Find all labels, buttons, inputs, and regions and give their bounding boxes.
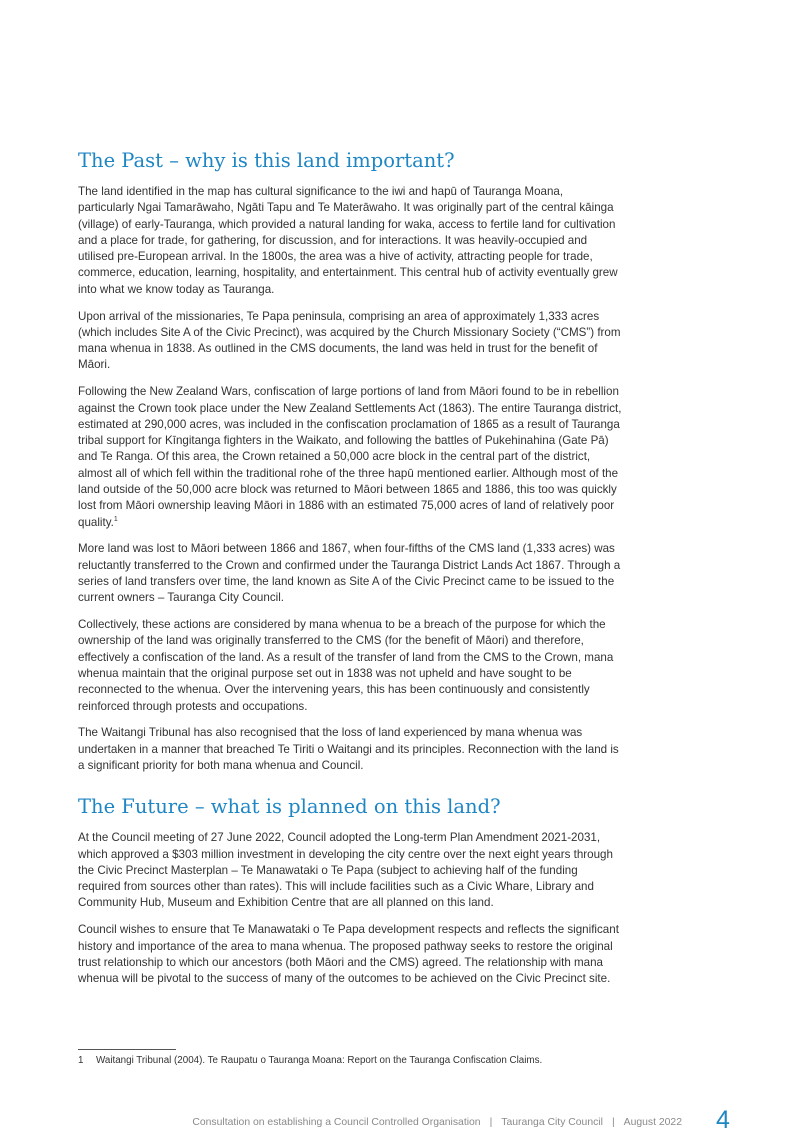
page-footer [192,1116,682,1130]
paragraph: More land was lost to Māori between 1866 and 1867, when four-fifths of the CMS land (1,333 acres) was reluctantly transferred to the Crown and confirmed under the Tauranga District Lands Act 1867. Through a series of land transfers over time, the land known as Site A of the Civic Precinct came to be issued to the current owners – Tauranga City Council. [78,542,621,605]
footnote-number: 1 [78,1055,84,1066]
footer-document-title: Consultation on establishing a Council Controlled Organisation [192,1117,481,1128]
paragraph: The land identified in the map has cultural significance to the iwi and hapū of Tauranga Moana, particularly Ngai Tamarāwaho, Ngāti Tapu and Te Materāwaho. It was originally part of the central kāinga (village) of early-Tauranga, which provided a natural landing for waka, access to fertile land for cultivation and a place for trade, for gathering, for discussion, and for interactions. It was heavily-occupied and utilised pre-European arrival. In the 1800s, the area was a hive of activity, attracting people for trade, commerce, education, learning, hospitality, and entertainment. This central hub of activity eventually grew into what we know today as Tauranga. [78,185,618,296]
footnote-divider [78,1049,176,1050]
paragraph: The Waitangi Tribunal has also recognised that the loss of land experienced by mana whenua was undertaken in a manner that breached Te Tiriti o Waitangi and its principles. Reconnection with the land is a significant priority for both mana whenua and Council. [78,726,619,772]
footer-organisation: Tauranga City Council [501,1117,603,1128]
footnote-text: Waitangi Tribunal (2004). Te Raupatu o Tauranga Moana: Report on the Tauranga Confiscation Claims. [96,1055,543,1066]
paragraph-text: Following the New Zealand Wars, confiscation of large portions of land from Māori found to be in rebellion against the Crown took place under the New Zealand Settlements Act (1863). The entire Tauranga district, estimated at 290,000 acres, was included in the confiscation proclamation of 1865 as a result of Tauranga tribal support for Kīngitanga fighters in the Waikato, and following the battles of Pukehinahina (Gate Pā) and Te Ranga. Of this area, the Crown retained a 50,000 acre block in the central part of the district, almost all of which fell within the traditional rohe of the three hapū mentioned earlier. Although most of the land outside of the 50,000 acre block was returned to Māori between 1865 and 1886, this too was quickly lost from Māori ownership leaving Māori in 1886 with an estimated 75,000 acres of land of relatively poor quality. [78,385,622,529]
paragraph: At the Council meeting of 27 June 2022, Council adopted the Long-term Plan Amendment 2021-2031, which approved a $303 million investment in developing the city centre over the next eight years through the Civic Precinct Masterplan – Te Manawataki o Te Papa (subject to achieving half of the funding required from sources other than rates). This will include facilities such as a Civic Whare, Library and Community Hub, Museum and Exhibition Centre that are all planned on this land. [78,831,613,910]
footer-separator: | [489,1117,493,1128]
section-heading-past: The Past – why is this land important? [78,149,455,172]
footnote [78,1054,542,1067]
page-content [78,148,622,998]
section-heading-future: The Future – what is planned on this land? [78,795,501,819]
paragraph: Collectively, these actions are considered by mana whenua to be a breach of the purpose for which the ownership of the land was originally transferred to the CMS (for the benefit of Māori) and therefore, effectively a confiscation of the land. As a result of the transfer of land from the CMS to the Crown, mana whenua maintain that the original purpose set out in 1838 was not upheld and have sought to be reconnected to the whenua. Over the intervening years, this has been continuously and consistently reinforced through protests and occupations. [78,618,614,713]
footnote-reference: 1 [113,515,118,523]
section-future [78,794,622,987]
footer-separator: | [611,1117,615,1128]
paragraph-with-footnote [78,384,622,531]
section-past [78,148,622,774]
footer-date: August 2022 [623,1117,682,1128]
paragraph: Council wishes to ensure that Te Manawataki o Te Papa development respects and reflects the significant history and importance of the area to mana whenua. The proposed pathway seeks to restore the original trust relationship to which our ancestors (both Māori and the CMS) agreed. The relationship with mana whenua will be pivotal to the success of many of the outcomes to be achieved on the Civic Precinct site. [78,923,619,986]
page-number: 4 [716,1106,730,1134]
paragraph: Upon arrival of the missionaries, Te Papa peninsula, comprising an area of approximately 1,333 acres (which includes Site A of the Civic Precinct), was acquired by the Church Missionary Society (“CMS”) from mana whenua in 1838. As outlined in the CMS documents, the land was held in trust for the benefit of Māori. [78,309,621,372]
